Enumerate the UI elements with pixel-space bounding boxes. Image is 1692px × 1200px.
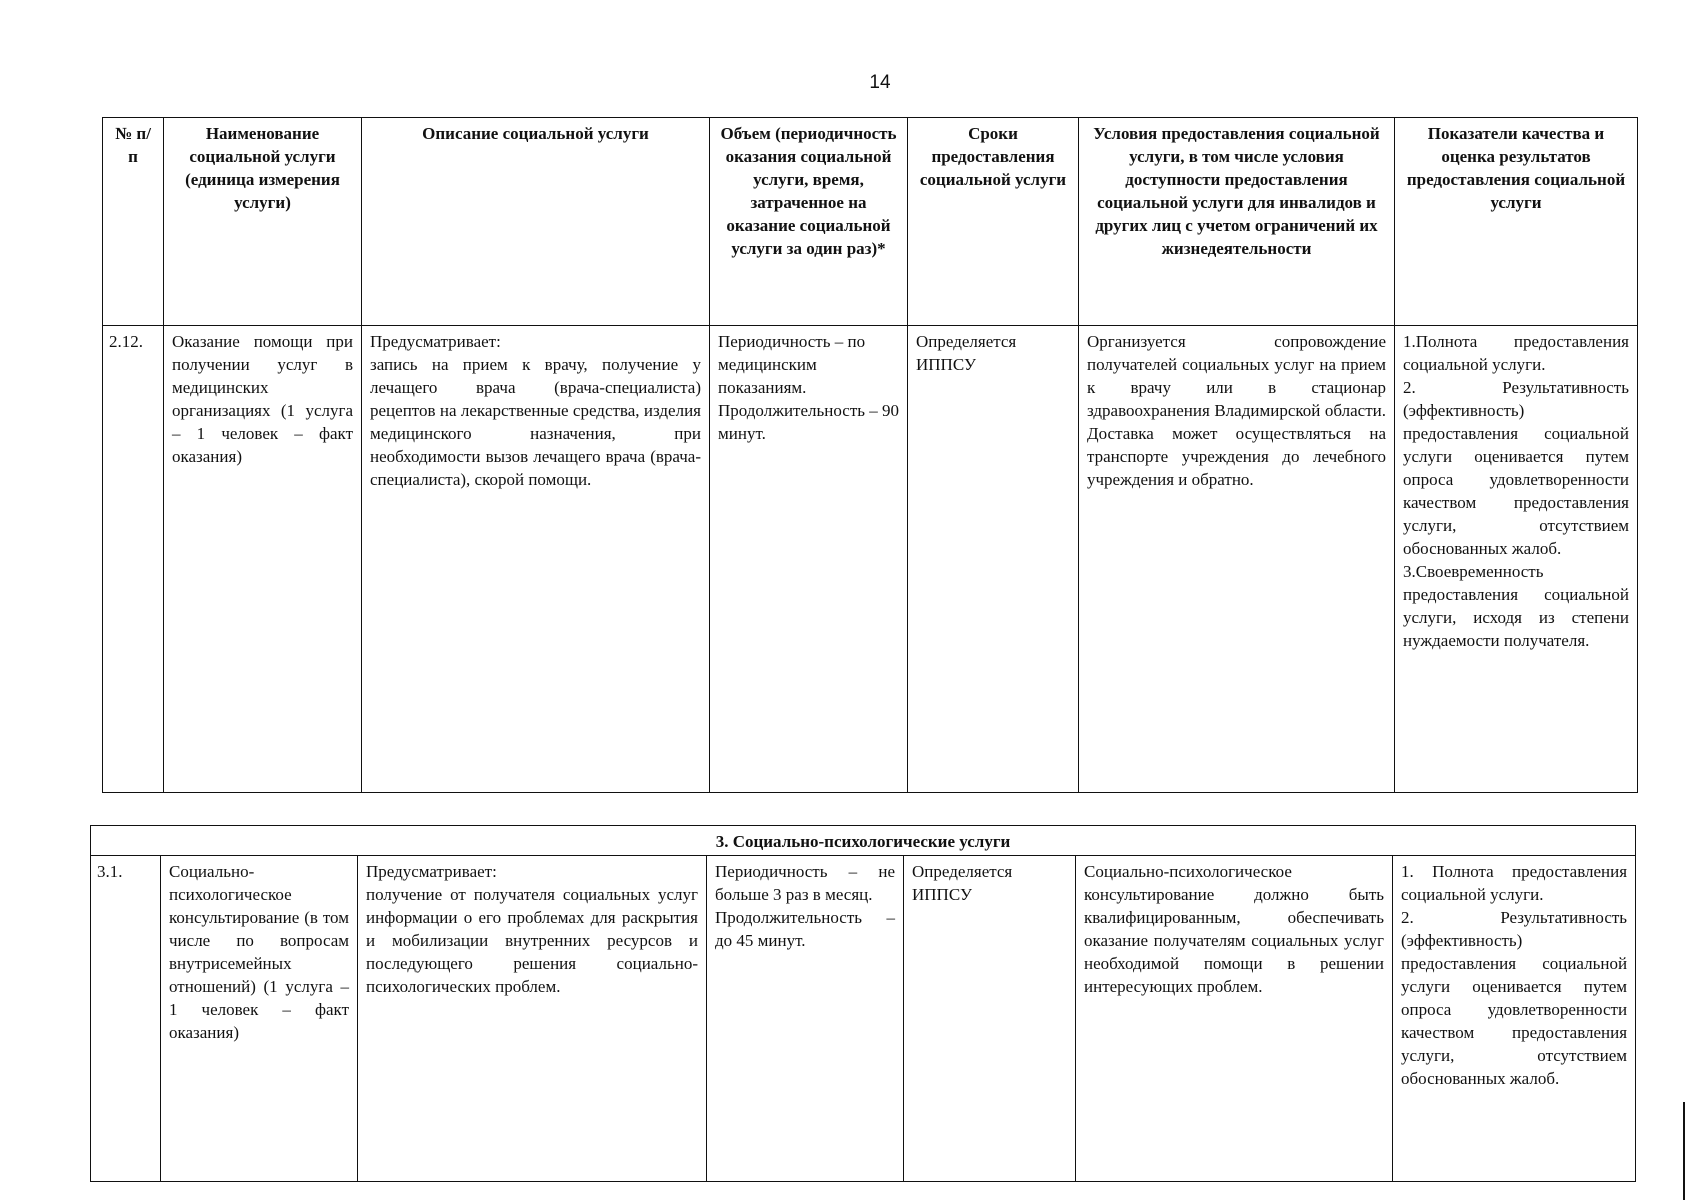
service-name: Социально-психологическое консультирование (в том числе по вопросам внутрисемейных отношений) (1 услуга – 1 человек – факт оказания) (161, 856, 358, 1182)
service-quality (1393, 856, 1636, 1182)
quality-effectiveness: 2. Результативность (эффективность) предоставления социальной услуги оценивается путем опроса удовлетворенности качеством предоставления услуги, отсутствием обоснованных жалоб. (1403, 378, 1629, 558)
header-name: Наименование социальной услуги (единица измерения услуги) (164, 118, 362, 326)
header-description: Описание социальной услуги (362, 118, 710, 326)
service-quality (1395, 326, 1638, 793)
service-terms: Определяется ИППСУ (908, 326, 1079, 793)
volume-periodicity: Периодичность – не больше 3 раз в месяц. (715, 862, 895, 904)
service-conditions: Организуется сопровождение получателей социальных услуг на прием к врачу или в стационар здравоохранения Владимирской области. Доставка может осуществляться на транспорте учреждения до лечебного учреждения и обратно. (1079, 326, 1395, 793)
volume-duration: Продолжительность – 90 минут. (718, 401, 899, 443)
section-row (91, 826, 1636, 856)
row-number: 2.12. (103, 326, 164, 793)
service-terms: Определяется ИППСУ (904, 856, 1076, 1182)
quality-effectiveness: 2. Результативность (эффективность) предоставления социальной услуги оценивается путем опроса удовлетворенности качеством предоставления услуги, отсутствием обоснованных жалоб. (1401, 908, 1628, 1088)
header-volume: Объем (периодичность оказания социальной услуги, время, затраченное на оказание социальной услуги за один раз)* (710, 118, 908, 326)
service-volume (707, 856, 904, 1182)
header-quality: Показатели качества и оценка результатов предоставления социальной услуги (1395, 118, 1638, 326)
service-name: Оказание помощи при получении услуг в медицинских организациях (1 услуга – 1 человек – факт оказания) (164, 326, 362, 793)
service-description (358, 856, 707, 1182)
quality-completeness: 1. Полнота предоставления социальной услуги. (1401, 862, 1628, 904)
services-table-top (102, 117, 1638, 793)
services-table-bottom (90, 825, 1636, 1182)
table-row-2-12 (103, 326, 1638, 793)
service-volume (710, 326, 908, 793)
header-num: № п/п (103, 118, 164, 326)
volume-duration: Продолжительность – до 45 минут. (715, 908, 895, 950)
row-number: 3.1. (91, 856, 161, 1182)
description-text: получение от получателя социальных услуг информации о его проблемах для раскрытия и мобилизации внутренних ресурсов и последующего решения социально-психологических проблем. (366, 885, 698, 996)
section-title: 3. Социально-психологические услуги (91, 826, 1636, 856)
table-row-3-1 (91, 856, 1636, 1182)
description-intro: Предусматривает: (370, 332, 501, 351)
volume-periodicity: Периодичность – по медицинским показаниям. (718, 332, 866, 397)
page-number: 14 (869, 72, 891, 93)
quality-timeliness: 3.Своевременность предоставления социальной услуги, исходя из степени нуждаемости получателя. (1403, 562, 1629, 650)
margin-rule (1683, 1102, 1685, 1200)
quality-completeness: 1.Полнота предоставления социальной услуги. (1403, 332, 1629, 374)
service-description (362, 326, 710, 793)
service-conditions: Социально-психологическое консультирование должно быть квалифицированным, обеспечивать оказание получателям социальных услуг необходимой помощи в решении интересующих проблем. (1076, 856, 1393, 1182)
description-intro: Предусматривает: (366, 862, 497, 881)
description-text: запись на прием к врачу, получение у лечащего врача (врача-специалиста) рецептов на лекарственные средства, изделия медицинского назначения, при необходимости вызов лечащего врача (врача-специалиста), скорой помощи. (370, 355, 701, 489)
table-header-row (103, 118, 1638, 326)
header-terms: Сроки предоставления социальной услуги (908, 118, 1079, 326)
header-conditions: Условия предоставления социальной услуги, в том числе условия доступности предоставления социальной услуги для инвалидов и других лиц с учетом ограничений их жизнедеятельности (1079, 118, 1395, 326)
